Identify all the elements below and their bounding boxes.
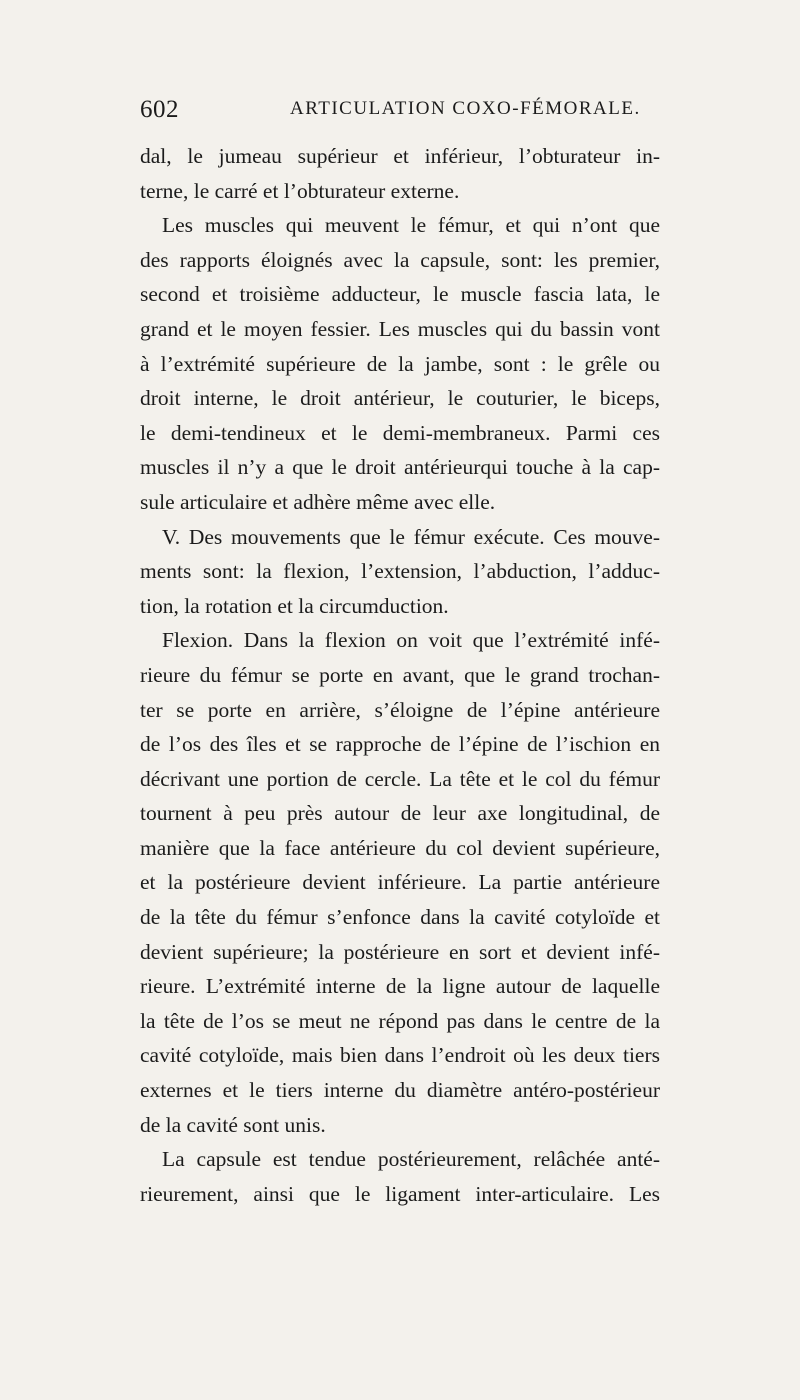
text-line: ter se porte en arrière, s’éloigne de l’épine antérieure: [140, 697, 660, 722]
text-line: Les muscles qui meuvent le fémur, et qui n’ont que: [162, 213, 660, 238]
text-line: terne, le carré et l’obturateur externe.: [140, 178, 460, 203]
text-line: et la postérieure devient inférieure. La partie antérieure: [140, 870, 660, 895]
text-line: décrivant une portion de cercle. La tête et le col du fémur: [140, 766, 660, 791]
text-line: La capsule est tendue postérieurement, relâchée anté-: [162, 1147, 660, 1172]
text-line: grand et le moyen fessier. Les muscles qui du bassin vont: [140, 316, 660, 341]
text-line: rieurement, ainsi que le ligament inter-articulaire. Les: [140, 1181, 660, 1206]
text-line: sule articulaire et adhère même avec elle.: [140, 489, 496, 514]
text-line: devient supérieure; la postérieure en sort et devient infé-: [140, 939, 660, 964]
text-line: rieure du fémur se porte en avant, que le grand trochan-: [140, 662, 660, 687]
text-line: des rapports éloignés avec la capsule, sont: les premier,: [140, 247, 660, 272]
text-line: dal, le jumeau supérieur et inférieur, l’obturateur in-: [140, 144, 660, 168]
text-line: tion, la rotation et la circumduction.: [140, 593, 449, 618]
text-line: muscles il n’y a que le droit antérieurqui touche à la cap-: [140, 455, 660, 480]
text-line: Flexion. Dans la flexion on voit que l’extrémité infé-: [162, 628, 660, 653]
page-number: 602: [140, 96, 179, 123]
text-line: V. Des mouvements que le fémur exécute. Ces mouve-: [162, 524, 660, 549]
text-line: le demi-tendineux et le demi-membraneux. Parmi ces: [140, 420, 660, 445]
body-text: [140, 139, 660, 1211]
text-line: droit interne, le droit antérieur, le couturier, le biceps,: [140, 386, 660, 411]
text-line: externes et le tiers interne du diamètre antéro-postérieur: [140, 1078, 660, 1103]
page-header: [140, 96, 650, 132]
text-line: manière que la face antérieure du col devient supérieure,: [140, 835, 660, 860]
text-line: à l’extrémité supérieure de la jambe, sont : le grêle ou: [140, 351, 660, 376]
text-line: de l’os des îles et se rapproche de l’épine de l’ischion en: [140, 732, 660, 757]
text-line: tournent à peu près autour de leur axe longitudinal, de: [140, 801, 660, 826]
text-line: la tête de l’os se meut ne répond pas dans le centre de la: [140, 1008, 660, 1033]
running-head: ARTICULATION COXO-FÉMORALE.: [290, 98, 641, 119]
text-line: cavité cotyloïde, mais bien dans l’endroit où les deux tiers: [140, 1043, 660, 1068]
text-line: de la tête du fémur s’enfonce dans la cavité cotyloïde et: [140, 905, 660, 930]
text-line: second et troisième adducteur, le muscle fascia lata, le: [140, 282, 660, 307]
text-line: ments sont: la flexion, l’extension, l’abduction, l’adduc-: [140, 559, 660, 584]
text-line: rieure. L’extrémité interne de la ligne autour de laquelle: [140, 974, 660, 999]
text-line: de la cavité sont unis.: [140, 1112, 326, 1137]
